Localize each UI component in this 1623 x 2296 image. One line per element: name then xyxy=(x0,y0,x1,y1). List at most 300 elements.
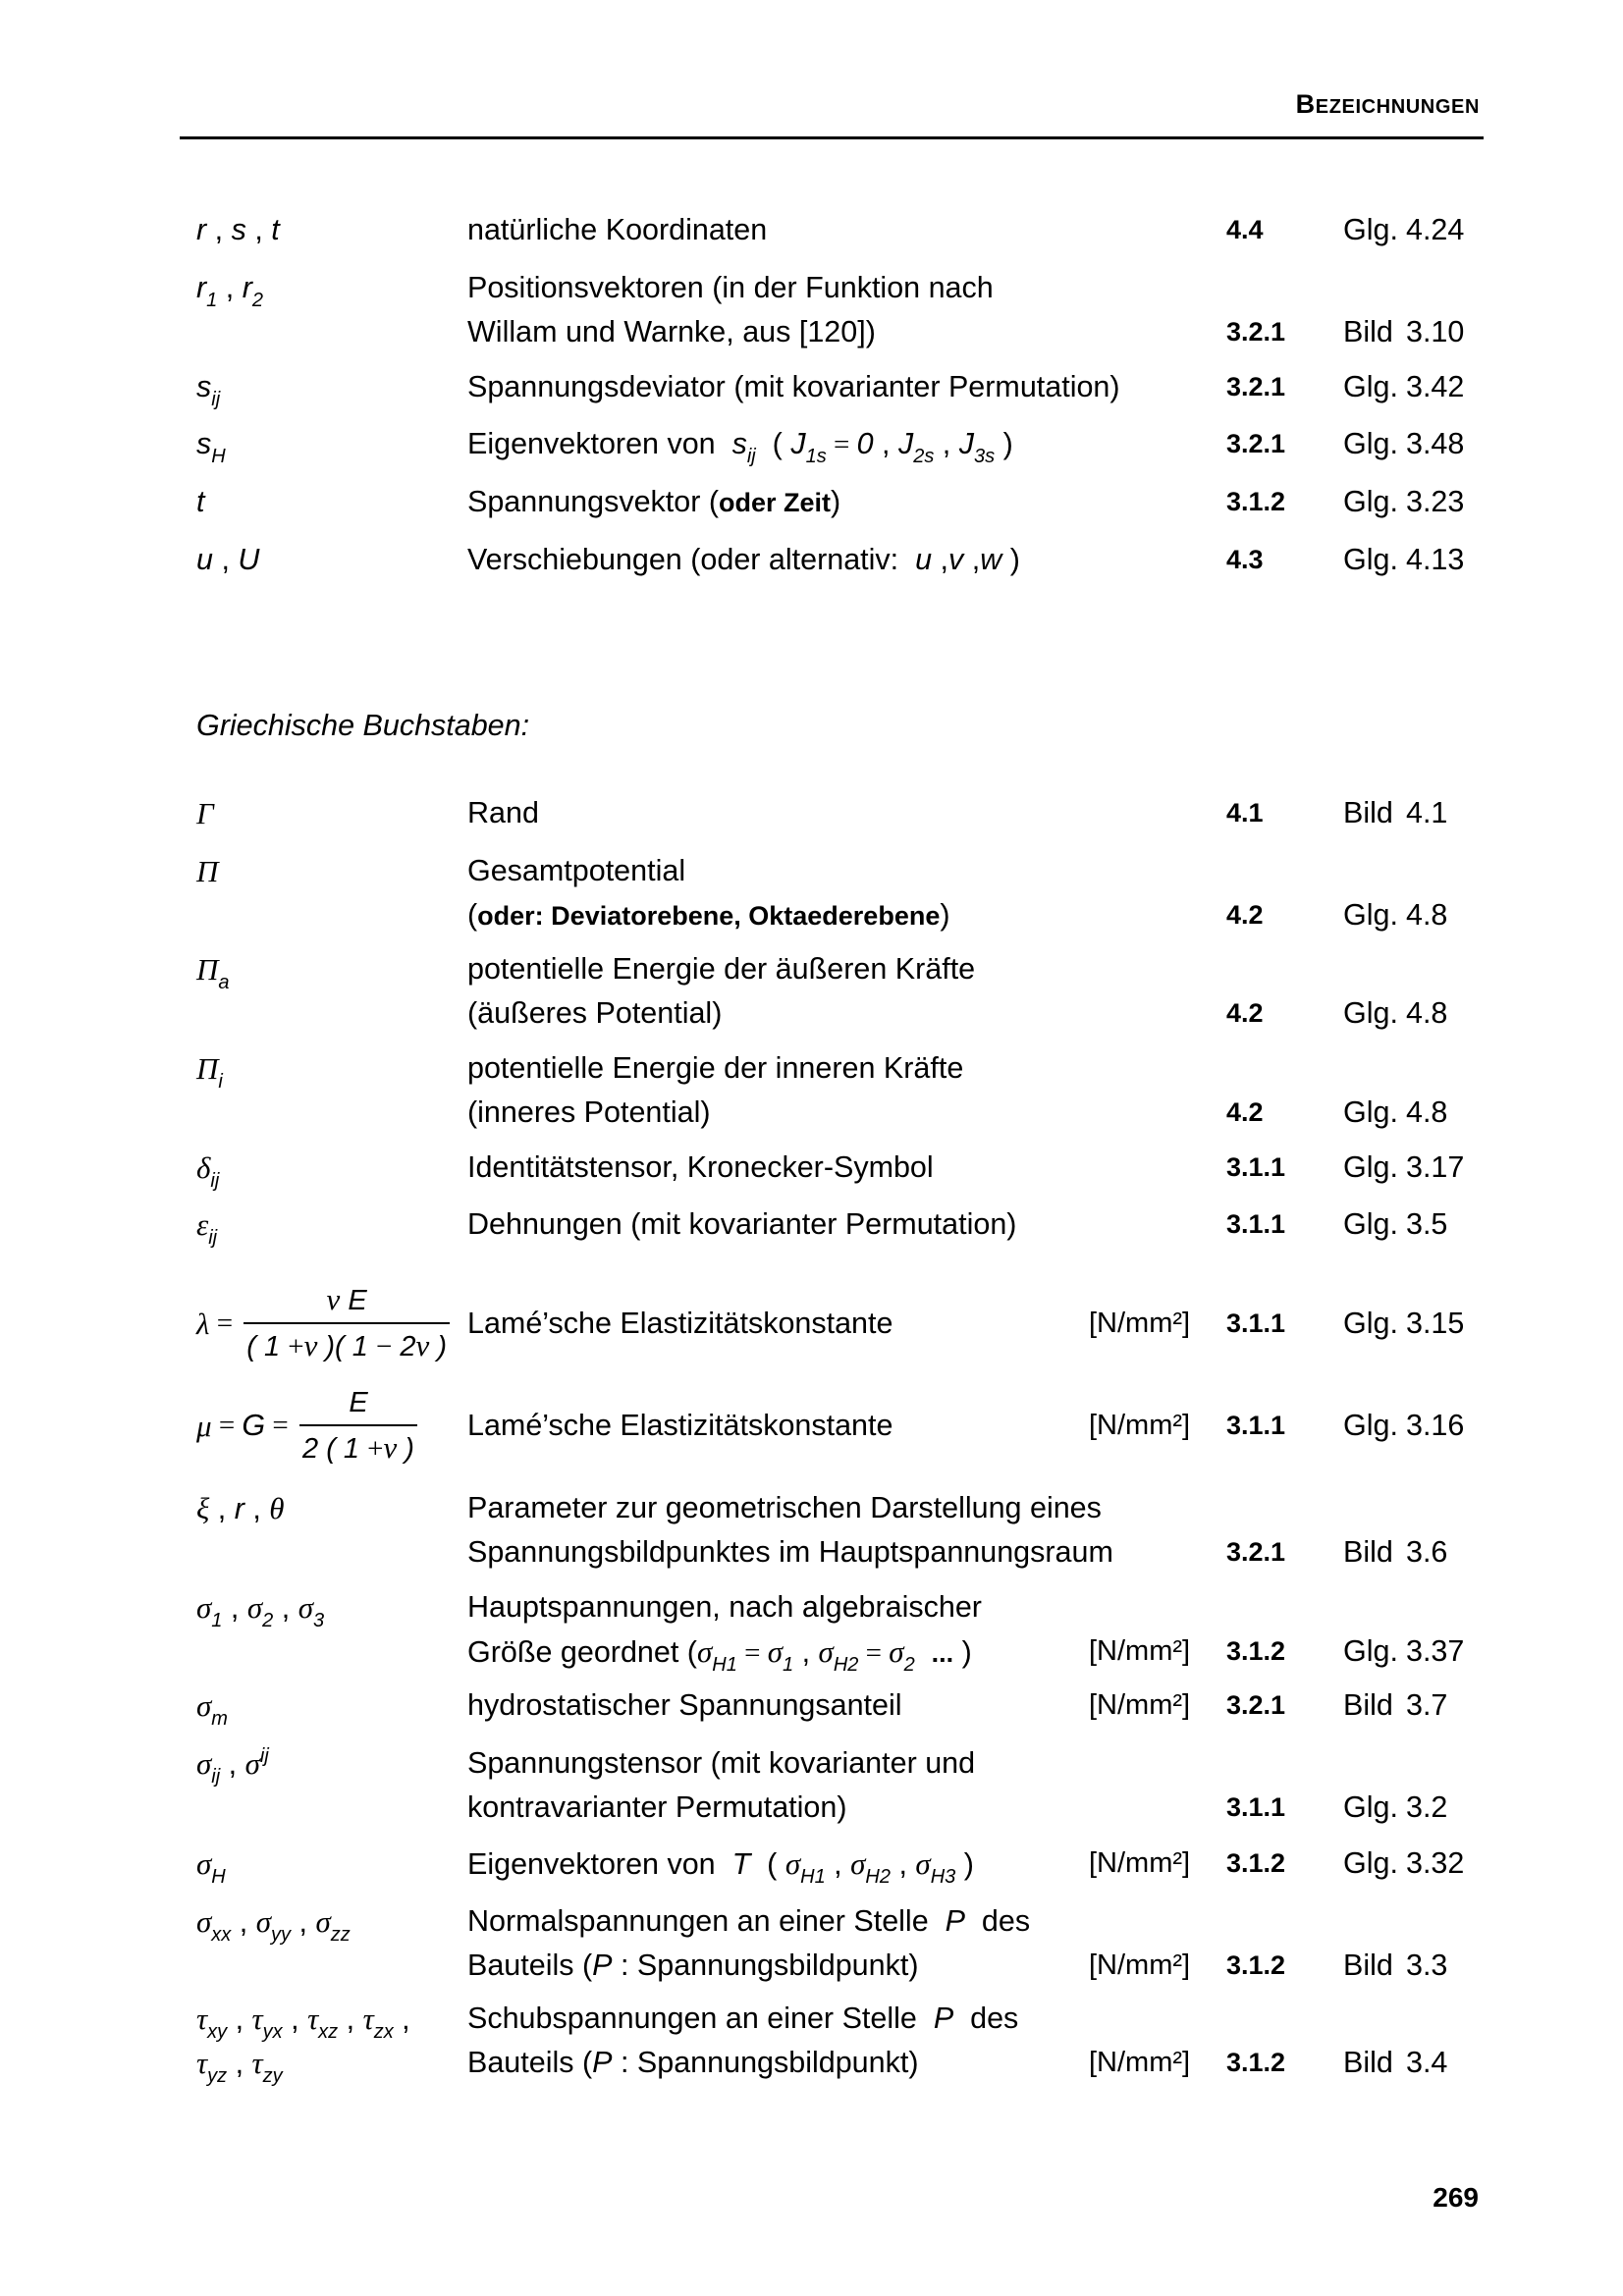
text-run: hydrostatischer Spannungsanteil xyxy=(467,1688,902,1722)
reference-number: 4.1 xyxy=(1406,796,1448,829)
symbol-line xyxy=(196,1202,467,1247)
symbol-line xyxy=(196,849,467,893)
subscript: 1s xyxy=(805,446,827,467)
subscript: yz xyxy=(207,2065,228,2087)
symbol-line xyxy=(196,791,467,835)
subscript: ij xyxy=(210,1170,220,1192)
reference-number: 4.8 xyxy=(1406,996,1448,1030)
math-italic: P xyxy=(592,2046,613,2079)
math-italic: )( 1 xyxy=(317,1331,376,1362)
description-line xyxy=(467,849,1089,893)
greek-symbol: τ xyxy=(362,2002,374,2036)
description-cell xyxy=(467,266,1089,354)
description-cell xyxy=(467,1585,1089,1674)
greek-symbol: τ xyxy=(307,2002,319,2036)
math-italic: s xyxy=(231,213,246,246)
reference-number: 3.10 xyxy=(1406,315,1465,348)
reference-type: Bild xyxy=(1343,796,1393,829)
subscript: zy xyxy=(262,2065,283,2087)
symbol-cell xyxy=(196,1278,467,1368)
notation-row xyxy=(196,480,1524,524)
text-run: Eigenvektoren von xyxy=(467,1847,732,1881)
description-cell xyxy=(467,947,1089,1036)
symbol-line xyxy=(196,538,467,582)
running-header: BEZEICHNUNGEN xyxy=(1295,89,1480,119)
section-number: 3.1.1 xyxy=(1226,1152,1286,1182)
text-run: Parameter zur geometrischen Darstellung eines xyxy=(467,1491,1102,1524)
math-italic: s xyxy=(196,370,212,403)
notation-row xyxy=(196,365,1524,409)
notation-row xyxy=(196,947,1524,1036)
description-line xyxy=(467,991,1089,1036)
description-line xyxy=(467,538,1089,582)
math-italic: P xyxy=(933,2002,954,2035)
description-cell xyxy=(467,1146,1089,1190)
description-cell xyxy=(467,1302,1089,1346)
subscript: H2 xyxy=(865,1866,891,1888)
text-run: , xyxy=(338,2002,363,2036)
math-italic: U xyxy=(238,543,260,576)
unit-cell: [N/mm²] xyxy=(1089,1949,1191,1981)
greek-symbol: Γ xyxy=(196,796,214,830)
description-line xyxy=(467,1404,1089,1448)
subscript: 1 xyxy=(782,1654,794,1676)
symbol-line xyxy=(196,1486,467,1530)
description-line xyxy=(467,1585,1089,1629)
math-italic: ) xyxy=(429,1331,447,1362)
symbol-cell xyxy=(196,1842,467,1886)
section-number: 3.2.1 xyxy=(1226,1690,1286,1720)
greek-symbol: Π xyxy=(196,952,219,987)
reference-number: 4.13 xyxy=(1406,543,1465,576)
section-number: 4.2 xyxy=(1226,998,1264,1028)
math-operator: = xyxy=(265,1410,297,1441)
bold-text: ... xyxy=(931,1638,954,1668)
unit-cell: [N/mm²] xyxy=(1089,1847,1191,1879)
reference-type: Glg. xyxy=(1343,485,1398,518)
text-run: des xyxy=(964,1904,1031,1938)
symbol-cell xyxy=(196,480,467,524)
reference-number: 4.8 xyxy=(1406,898,1448,932)
greek-symbol: ε xyxy=(196,1207,209,1242)
subscript: m xyxy=(211,1708,228,1730)
math-italic: E xyxy=(340,1285,367,1316)
reference-number: 3.23 xyxy=(1406,485,1465,518)
description-line xyxy=(467,365,1120,409)
section-number: 3.2.1 xyxy=(1226,317,1286,347)
section-number: 4.1 xyxy=(1226,798,1264,828)
section-number: 3.1.1 xyxy=(1226,1411,1286,1440)
reference-type: Glg. xyxy=(1343,1634,1398,1668)
notation-row xyxy=(196,1899,1524,1988)
subscript: xx xyxy=(211,1924,232,1946)
math-italic: 2 ( 1 xyxy=(302,1433,368,1465)
subscript: H1 xyxy=(712,1654,737,1676)
symbol-line xyxy=(196,1046,467,1091)
subscript: H xyxy=(211,446,226,467)
description-line xyxy=(467,1530,1113,1575)
symbol-line xyxy=(196,365,467,409)
greek-symbol: σ xyxy=(298,1590,313,1625)
subscript: ij xyxy=(746,446,756,467)
symbol-line xyxy=(196,947,467,991)
text-run: Eigenvektoren von xyxy=(467,427,732,460)
reference-type: Bild xyxy=(1343,315,1393,348)
section-number: 3.1.2 xyxy=(1226,2048,1286,2077)
fraction xyxy=(243,1278,450,1368)
text-run: (äußeres Potential) xyxy=(467,996,723,1030)
text-run: Bauteils ( xyxy=(467,1949,593,1982)
description-line xyxy=(467,1786,1089,1830)
text-run: Bauteils ( xyxy=(467,2046,593,2079)
math-italic: v xyxy=(948,543,964,576)
reference-number: 3.3 xyxy=(1406,1949,1448,1982)
reference-type: Glg. xyxy=(1343,1409,1398,1442)
greek-symbol: σ xyxy=(244,1746,260,1781)
subscript: 3 xyxy=(312,1610,325,1631)
subscript: a xyxy=(218,972,230,993)
subscript: ij xyxy=(211,1766,221,1788)
unit-cell: [N/mm²] xyxy=(1089,1689,1191,1721)
math-italic: J xyxy=(958,427,974,460)
reference-number: 3.7 xyxy=(1406,1688,1448,1722)
text-run: , xyxy=(934,427,959,460)
description-line xyxy=(467,1091,1089,1135)
description-line xyxy=(467,893,1089,937)
section-number: 3.1.2 xyxy=(1226,1950,1286,1980)
reference-number: 3.4 xyxy=(1406,2046,1448,2079)
reference-number: 3.32 xyxy=(1406,1846,1465,1880)
symbol-cell xyxy=(196,1381,467,1470)
description-cell xyxy=(467,480,1089,524)
text-run: Verschiebungen (oder alternativ: xyxy=(467,543,916,576)
unit-cell: [N/mm²] xyxy=(1089,1635,1191,1667)
math-italic: T xyxy=(731,1847,751,1881)
greek-symbol: σ xyxy=(889,1634,904,1669)
math-operator: = xyxy=(858,1637,890,1669)
section-number: 3.1.2 xyxy=(1226,487,1286,516)
description-cell xyxy=(467,1404,1089,1448)
text-run: ( xyxy=(750,1847,785,1881)
math-italic: w xyxy=(980,543,1002,576)
fraction-denominator xyxy=(299,1426,417,1470)
greek-symbol: τ xyxy=(196,2046,208,2080)
text-run: Spannungstensor (mit kovarianter und xyxy=(467,1746,976,1780)
bold-text: oder Zeit xyxy=(719,488,832,517)
text-run: , xyxy=(231,1905,256,1939)
reference-number: 3.17 xyxy=(1406,1150,1465,1184)
description-cell xyxy=(467,1899,1089,1988)
symbol-line xyxy=(196,1146,467,1190)
greek-symbol: τ xyxy=(251,2046,263,2080)
symbol-line xyxy=(196,422,467,466)
description-line xyxy=(467,1741,1089,1786)
section-number: 4.2 xyxy=(1226,900,1264,930)
symbol-cell xyxy=(196,1146,467,1190)
math-italic: P xyxy=(592,1949,613,1982)
reference-type: Bild xyxy=(1343,1535,1393,1569)
section-number: 3.1.1 xyxy=(1226,1209,1286,1239)
math-italic: J xyxy=(897,427,914,460)
reference-type: Glg. xyxy=(1343,370,1398,403)
text-run: Lamé’sche Elastizitätskonstante xyxy=(467,1306,893,1340)
description-line xyxy=(467,1146,1089,1190)
subscript: zz xyxy=(330,1924,351,1946)
description-cell xyxy=(467,1741,1089,1830)
greek-symbol: ν xyxy=(415,1328,430,1362)
math-operator: = xyxy=(736,1637,768,1669)
section-number: 3.1.2 xyxy=(1226,1636,1286,1666)
section-number: 3.1.2 xyxy=(1226,1848,1286,1878)
section-number: 3.2.1 xyxy=(1226,429,1286,458)
notation-row xyxy=(196,1046,1524,1135)
text-run: Identitätstensor, Kronecker-Symbol xyxy=(467,1150,934,1184)
reference-type: Glg. xyxy=(1343,543,1398,576)
subscript: xz xyxy=(318,2021,339,2043)
greek-symbol: ν xyxy=(326,1282,341,1316)
symbol-cell xyxy=(196,266,467,310)
section-number: 3.2.1 xyxy=(1226,1537,1286,1567)
math-italic: 0 xyxy=(856,427,874,460)
text-run: ( xyxy=(467,898,478,932)
description-cell xyxy=(467,538,1089,582)
reference-type: Glg. xyxy=(1343,427,1398,460)
description-line xyxy=(467,1683,1089,1728)
reference-number: 3.5 xyxy=(1406,1207,1448,1241)
symbol-cell xyxy=(196,208,467,252)
header-rule xyxy=(180,136,1484,139)
reference-type: Bild xyxy=(1343,2046,1393,2079)
description-line xyxy=(467,1046,1089,1091)
symbol-cell xyxy=(196,1202,467,1247)
text-run: , xyxy=(393,2002,410,2036)
description-cell xyxy=(467,1046,1089,1135)
math-operator: + xyxy=(288,1331,304,1362)
text-run: Spannungsbildpunktes im Hauptspannungsraum xyxy=(467,1535,1113,1569)
description-line xyxy=(467,1997,1089,2041)
text-run: Spannungsdeviator (mit kovarianter Permutation) xyxy=(467,370,1120,403)
fraction-numerator xyxy=(243,1278,450,1324)
symbol-cell xyxy=(196,1683,467,1728)
notation-row xyxy=(196,791,1524,835)
symbol-line xyxy=(196,208,467,252)
text-run: : Spannungsbildpunkt) xyxy=(612,1949,919,1982)
description-cell xyxy=(467,849,1089,937)
math-italic: t xyxy=(196,485,205,518)
text-run: ) xyxy=(995,427,1013,460)
math-italic: ) xyxy=(397,1433,414,1465)
notation-row xyxy=(196,1486,1524,1575)
greek-symbol: σ xyxy=(818,1634,834,1669)
text-run: , xyxy=(206,213,232,246)
text-run: ) xyxy=(940,898,950,932)
symbol-line xyxy=(196,1741,467,1786)
greek-symbol: σ xyxy=(196,1590,212,1625)
unit-cell: [N/mm²] xyxy=(1089,1307,1191,1339)
text-run: , xyxy=(932,543,949,576)
description-cell xyxy=(467,1842,1089,1886)
subscript: 3s xyxy=(974,446,996,467)
math-italic: t xyxy=(271,213,280,246)
subscript: 2s xyxy=(913,446,935,467)
math-italic: G xyxy=(242,1409,266,1442)
symbol-cell xyxy=(196,538,467,582)
math-italic: 2 xyxy=(392,1331,416,1362)
notation-row xyxy=(196,849,1524,937)
reference-number: 3.6 xyxy=(1406,1535,1448,1569)
math-operator: = xyxy=(211,1410,243,1441)
symbol-line xyxy=(196,1842,467,1886)
text-run: , xyxy=(963,543,981,576)
text-run: potentielle Energie der äußeren Kräfte xyxy=(467,952,976,986)
greek-symbol: ν xyxy=(303,1328,318,1362)
section-number: 3.2.1 xyxy=(1226,372,1286,401)
greek-symbol: σ xyxy=(784,1846,801,1881)
description-line xyxy=(467,208,1089,252)
reference-type: Glg. xyxy=(1343,1095,1398,1129)
symbol-line xyxy=(196,1278,467,1368)
text-run: , xyxy=(217,271,243,304)
symbol-cell xyxy=(196,1585,467,1629)
symbol-cell xyxy=(196,1046,467,1091)
bold-text: oder: Deviatorebene, Oktaederebene xyxy=(477,901,941,931)
reference-number: 3.16 xyxy=(1406,1409,1465,1442)
text-run: (inneres Potential) xyxy=(467,1095,711,1129)
text-run: , xyxy=(891,1847,916,1881)
reference-type: Bild xyxy=(1343,1949,1393,1982)
unit-cell: [N/mm²] xyxy=(1089,1410,1191,1441)
text-run: Willam und Warnke, aus [120]) xyxy=(467,315,876,348)
text-run: ) xyxy=(953,1635,972,1669)
fraction-numerator xyxy=(299,1381,417,1426)
subscript: yx xyxy=(262,2021,283,2043)
text-run: , xyxy=(227,2002,252,2036)
text-run: Hauptspannungen, nach algebraischer xyxy=(467,1590,982,1624)
greek-symbol: σ xyxy=(850,1846,866,1881)
fraction xyxy=(299,1381,417,1470)
subscript: 1 xyxy=(206,290,218,311)
text-run: des xyxy=(953,2002,1019,2035)
symbol-line xyxy=(196,1683,467,1728)
notation-row xyxy=(196,266,1524,354)
math-italic: P xyxy=(945,1904,965,1938)
text-run: Schubspannungen an einer Stelle xyxy=(467,2002,934,2035)
text-run: Normalspannungen an einer Stelle xyxy=(467,1904,946,1938)
text-run: , xyxy=(245,213,272,246)
symbol-line xyxy=(196,1381,467,1470)
text-run: ) xyxy=(1001,543,1020,576)
notation-row xyxy=(196,208,1524,252)
description-cell xyxy=(467,422,1089,466)
greek-letters-heading: Griechische Buchstaben: xyxy=(196,709,530,742)
notation-row xyxy=(196,1202,1524,1247)
description-line xyxy=(467,1944,1089,1988)
description-line xyxy=(467,1629,1089,1674)
greek-symbol: σ xyxy=(255,1904,272,1939)
subscript: xy xyxy=(207,2021,228,2043)
text-run: , xyxy=(227,2047,252,2080)
description-line xyxy=(467,1302,1089,1346)
reference-number: 3.2 xyxy=(1406,1790,1448,1824)
section-number: 3.1.1 xyxy=(1226,1308,1286,1338)
text-run: Lamé’sche Elastizitätskonstante xyxy=(467,1409,893,1442)
math-italic: s xyxy=(196,427,212,460)
reference-type: Glg. xyxy=(1343,1790,1398,1824)
symbol-line xyxy=(196,2041,467,2085)
unit-cell: [N/mm²] xyxy=(1089,2047,1191,2078)
greek-symbol: σ xyxy=(246,1590,263,1625)
greek-symbol: σ xyxy=(696,1634,713,1669)
description-line xyxy=(467,1842,1089,1886)
greek-symbol: ξ xyxy=(196,1491,210,1525)
text-run: potentielle Energie der inneren Kräfte xyxy=(467,1051,964,1085)
greek-symbol: σ xyxy=(196,1846,212,1881)
reference-number: 4.8 xyxy=(1406,1095,1448,1129)
math-italic: s xyxy=(731,427,747,460)
description-line xyxy=(467,422,1089,466)
symbol-cell xyxy=(196,1486,467,1530)
greek-symbol: σ xyxy=(196,1688,212,1723)
subscript: H xyxy=(211,1866,226,1888)
symbol-cell xyxy=(196,422,467,466)
greek-symbol: σ xyxy=(196,1746,212,1781)
text-run: Größe geordnet ( xyxy=(467,1635,697,1669)
text-run: ( xyxy=(755,427,791,460)
text-run: , xyxy=(873,427,898,460)
subscript: yy xyxy=(271,1924,292,1946)
description-line xyxy=(467,1486,1102,1530)
section-number: 3.1.1 xyxy=(1226,1792,1286,1822)
subscript: H1 xyxy=(800,1866,826,1888)
greek-symbol: λ xyxy=(196,1306,210,1341)
math-operator: = xyxy=(209,1307,241,1339)
math-italic: r xyxy=(196,213,207,246)
math-italic: ( 1 xyxy=(246,1331,289,1362)
greek-symbol: σ xyxy=(196,1904,212,1939)
greek-symbol: τ xyxy=(196,2002,208,2036)
notation-row xyxy=(196,1585,1524,1674)
reference-number: 3.15 xyxy=(1406,1306,1465,1340)
text-run: , xyxy=(212,543,239,576)
text-run: , xyxy=(291,1905,316,1939)
symbol-cell xyxy=(196,849,467,893)
math-operator: − xyxy=(375,1331,393,1362)
description-line xyxy=(467,2041,1089,2085)
greek-symbol: σ xyxy=(915,1846,931,1881)
symbol-cell xyxy=(196,1899,467,1944)
math-italic: r xyxy=(196,271,207,304)
reference-type: Glg. xyxy=(1343,996,1398,1030)
math-italic: u xyxy=(196,543,213,576)
subscript: 2 xyxy=(262,1610,274,1631)
subscript: ij xyxy=(211,389,221,410)
subscript: H2 xyxy=(833,1654,859,1676)
text-run: ) xyxy=(955,1847,974,1881)
text-run: , xyxy=(209,1492,235,1525)
description-line xyxy=(467,310,1089,354)
description-cell xyxy=(467,365,1120,409)
notation-row xyxy=(196,1741,1524,1830)
fraction-denominator xyxy=(243,1324,450,1368)
notation-row xyxy=(196,1381,1524,1470)
description-cell xyxy=(467,791,1089,835)
section-number: 4.3 xyxy=(1226,545,1264,574)
greek-symbol: δ xyxy=(196,1150,211,1185)
reference-type: Glg. xyxy=(1343,1207,1398,1241)
subscript: H3 xyxy=(930,1866,956,1888)
notation-row xyxy=(196,1997,1524,2085)
symbol-cell xyxy=(196,1997,467,2085)
